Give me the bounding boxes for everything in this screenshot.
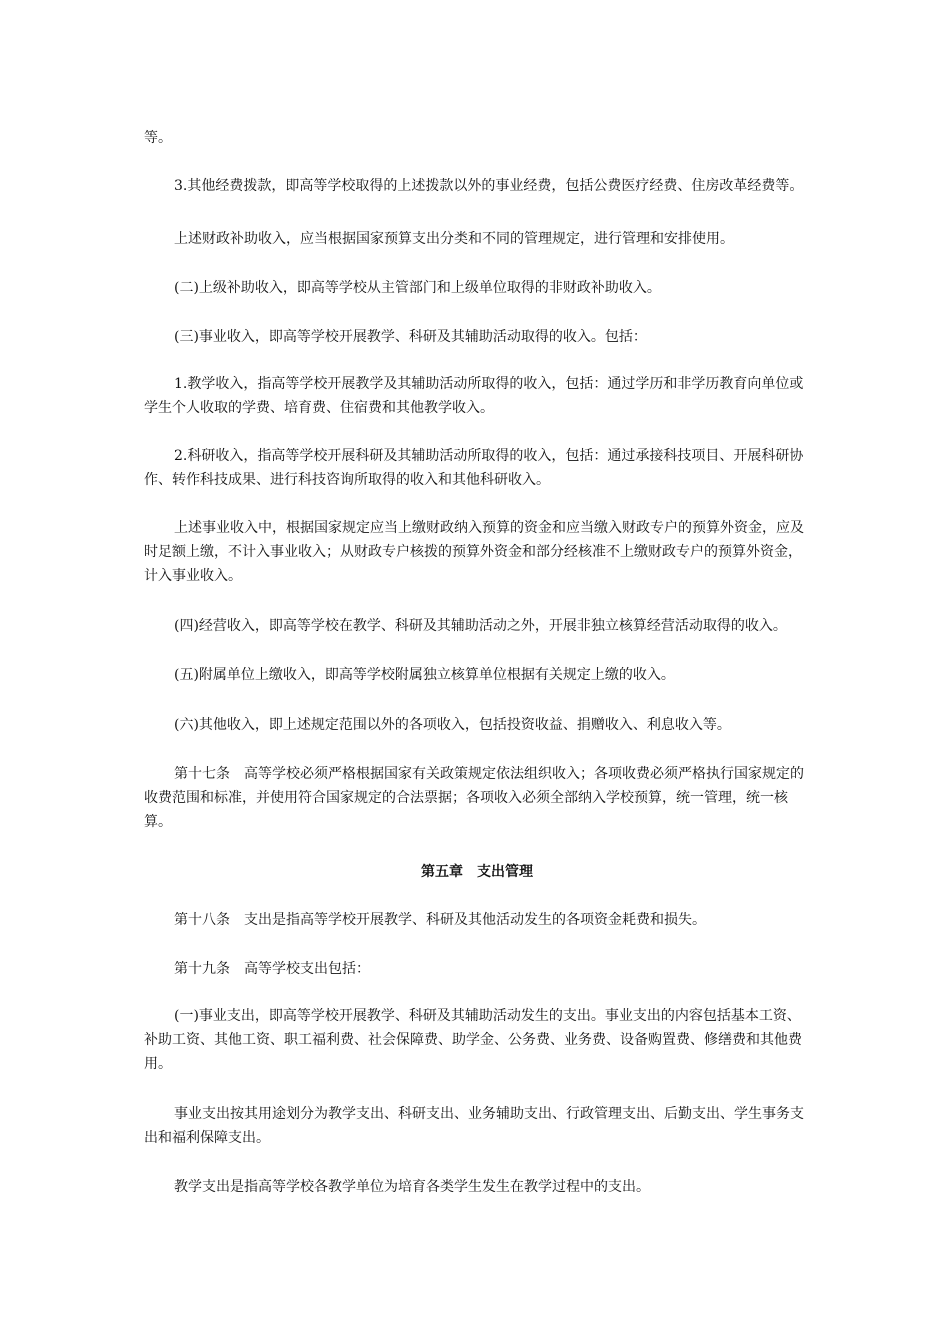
paragraph-teaching-expenditure: 教学支出是指高等学校各教学单位为培育各类学生发生在教学过程中的支出。 [174,1179,650,1195]
paragraph-continuation: 等。 [144,130,172,146]
paragraph-teaching-income: 1.教学收入，指高等学校开展教学及其辅助活动所取得的收入，包括：通过学历和非学历教育向单位或学生个人收取的学费、培育费、住宿费和其他教学收入。 [144,376,804,416]
paragraph-other-funding: 3.其他经费拨款，即高等学校取得的上述拨款以外的事业经费，包括公费医疗经费、住房改革经费等。 [174,178,804,194]
paragraph-operating-income: (四)经营收入，即高等学校在教学、科研及其辅助活动之外，开展非独立核算经营活动取得的收入。 [174,618,787,634]
paragraph-research-income: 2.科研收入，指高等学校开展科研及其辅助活动所取得的收入，包括：通过承接科技项目、开展科研协作、转作科技成果、进行科技咨询所取得的收入和其他科研收入。 [144,448,804,488]
paragraph-business-income-note: 上述事业收入中，根据国家规定应当上缴财政纳入预算的资金和应当缴入财政专户的预算外资金，应及时足额上缴，不计入事业收入；从财政专户核拨的预算外资金和部分经核准不上缴财政专户的预算外资金，计入事业收入。 [144,520,804,584]
paragraph-article-17: 第十七条 高等学校必须严格根据国家有关政策规定依法组织收入；各项收费必须严格执行国家规定的收费范围和标准，并使用符合国家规定的合法票据；各项收入必须全部纳入学校预算，统一管理，统一核算。 [144,766,804,830]
paragraph-fiscal-subsidy-usage: 上述财政补助收入，应当根据国家预算支出分类和不同的管理规定，进行管理和安排使用。 [174,231,734,247]
paragraph-other-income: (六)其他收入，即上述规定范围以外的各项收入，包括投资收益、捐赠收入、利息收入等。 [174,717,731,733]
paragraph-article-18: 第十八条 支出是指高等学校开展教学、科研及其他活动发生的各项资金耗费和损失。 [174,912,706,928]
paragraph-expenditure-categories: 事业支出按其用途划分为教学支出、科研支出、业务辅助支出、行政管理支出、后勤支出、学生事务支出和福利保障支出。 [144,1106,804,1146]
chapter-heading: 第五章 支出管理 [421,864,533,880]
paragraph-superior-subsidy: (二)上级补助收入，即高等学校从主管部门和上级单位取得的非财政补助收入。 [174,280,661,296]
paragraph-business-expenditure: (一)事业支出，即高等学校开展教学、科研及其辅助活动发生的支出。事业支出的内容包括基本工资、补助工资、其他工资、职工福利费、社会保障费、助学金、公务费、业务费、设备购置费、修缮费和其他费用。 [144,1008,802,1072]
paragraph-article-19: 第十九条 高等学校支出包括： [174,961,370,977]
paragraph-business-income: (三)事业收入，即高等学校开展教学、科研及其辅助活动取得的收入。包括： [174,329,647,345]
paragraph-affiliate-income: (五)附属单位上缴收入，即高等学校附属独立核算单位根据有关规定上缴的收入。 [174,667,675,683]
